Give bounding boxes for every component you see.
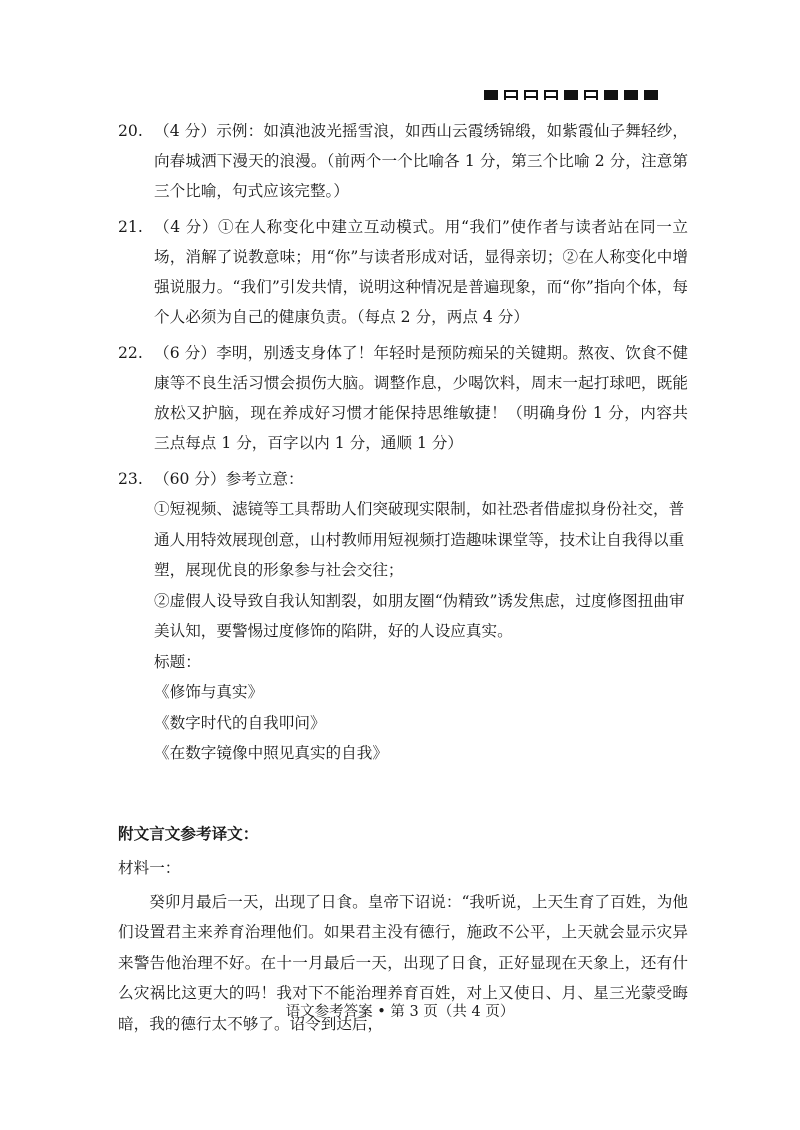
header-mark [524,90,538,100]
answer-content [118,116,688,1039]
question-21 [118,212,688,332]
idea-point-1: ①短视频、滤镜等工具帮助人们突破现实限制，如社恐者借虚拟身份社交，普通人用特效展现创意，山村教师用短视频打造趣味课堂等，技术让自我得以重塑，展现优良的形象参与社会交往； [154,500,685,579]
title-item: 《修饰与真实》 [154,683,264,701]
question-22 [118,338,688,458]
header-mark [504,90,518,100]
titles-label: 标题： [154,652,201,671]
material-label: 材料一： [118,858,181,877]
header-mark [604,90,618,100]
title-item: 《在数字镜像中照见真实的自我》 [154,744,388,762]
question-number: 21. [118,218,143,236]
page-footer: 语文参考答案 • 第 3 页（共 4 页） [285,1004,515,1020]
question-answer: （6 分）李明，别透支身体了！年轻时是预防痴呆的关键期。熬夜、饮食不健康等不良生活习惯会损伤大脑。调整作息，少喝饮料，周末一起打球吧，既能放松又护脑，现在养成好习惯才能保持思维敏捷！（明确身份 1 分，内容共三点每点 1 分，百字以内 1 分，通顺 1 分） [154,344,688,452]
header-mark [564,90,578,100]
header-mark [584,90,598,100]
header-mark [624,90,638,100]
question-intro: （60 分）参考立意： [154,470,304,488]
question-20 [118,116,688,206]
question-answer: （4 分）①在人称变化中建立互动模式。用“我们”使作者与读者站在同一立场，消解了说教意味；用“你”与读者形成对话，显得亲切；②在人称变化中增强说服力。“我们”引发共情，说明这种情况是普遍现象，而“你”指向个体，每个人必须为自己的健康负责。（每点 2 分，两点 4 分） [154,218,688,326]
title-item: 《数字时代的自我叩问》 [154,713,326,732]
question-23 [118,464,688,494]
question-answer: （4 分）示例：如滇池波光摇雪浪，如西山云霞绣锦缎，如紫霞仙子舞轻纱，向春城洒下漫天的浪漫。（前两个一个比喻各 1 分，第三个比喻 2 分，注意第三个比喻，句式应该完整。） [154,122,688,200]
question-number: 22. [118,344,143,362]
idea-point-2: ②虚假人设导致自我认知割裂，如朋友圈“伪精致”诱发焦虑，过度修图扭曲审美认知，要警惕过度修饰的陷阱，好的人设应真实。 [154,591,685,640]
header-marks [484,90,658,100]
appendix-title: 附文言文参考译文： [118,823,259,843]
question-number: 20. [118,122,143,140]
header-mark [544,90,558,100]
question-number: 23. [118,470,143,488]
header-mark [484,90,498,100]
translation-text: 癸卯月最后一天，出现了日食。皇帝下诏说：“我听说，上天生育了百姓，为他们设置君主来养育治理他们。如果君主没有德行，施政不公平，上天就会显示灾异来警告他治理不好。在十一月最后一天，出现了日食，正好显现在天象上，还有什么灾祸比这更大的吗！我对下不能治理养育百姓，对上又使日、月、星三光蒙受晦暗，我的德行太不够了。诏令到达后， [118,892,688,1033]
header-mark [644,90,658,100]
